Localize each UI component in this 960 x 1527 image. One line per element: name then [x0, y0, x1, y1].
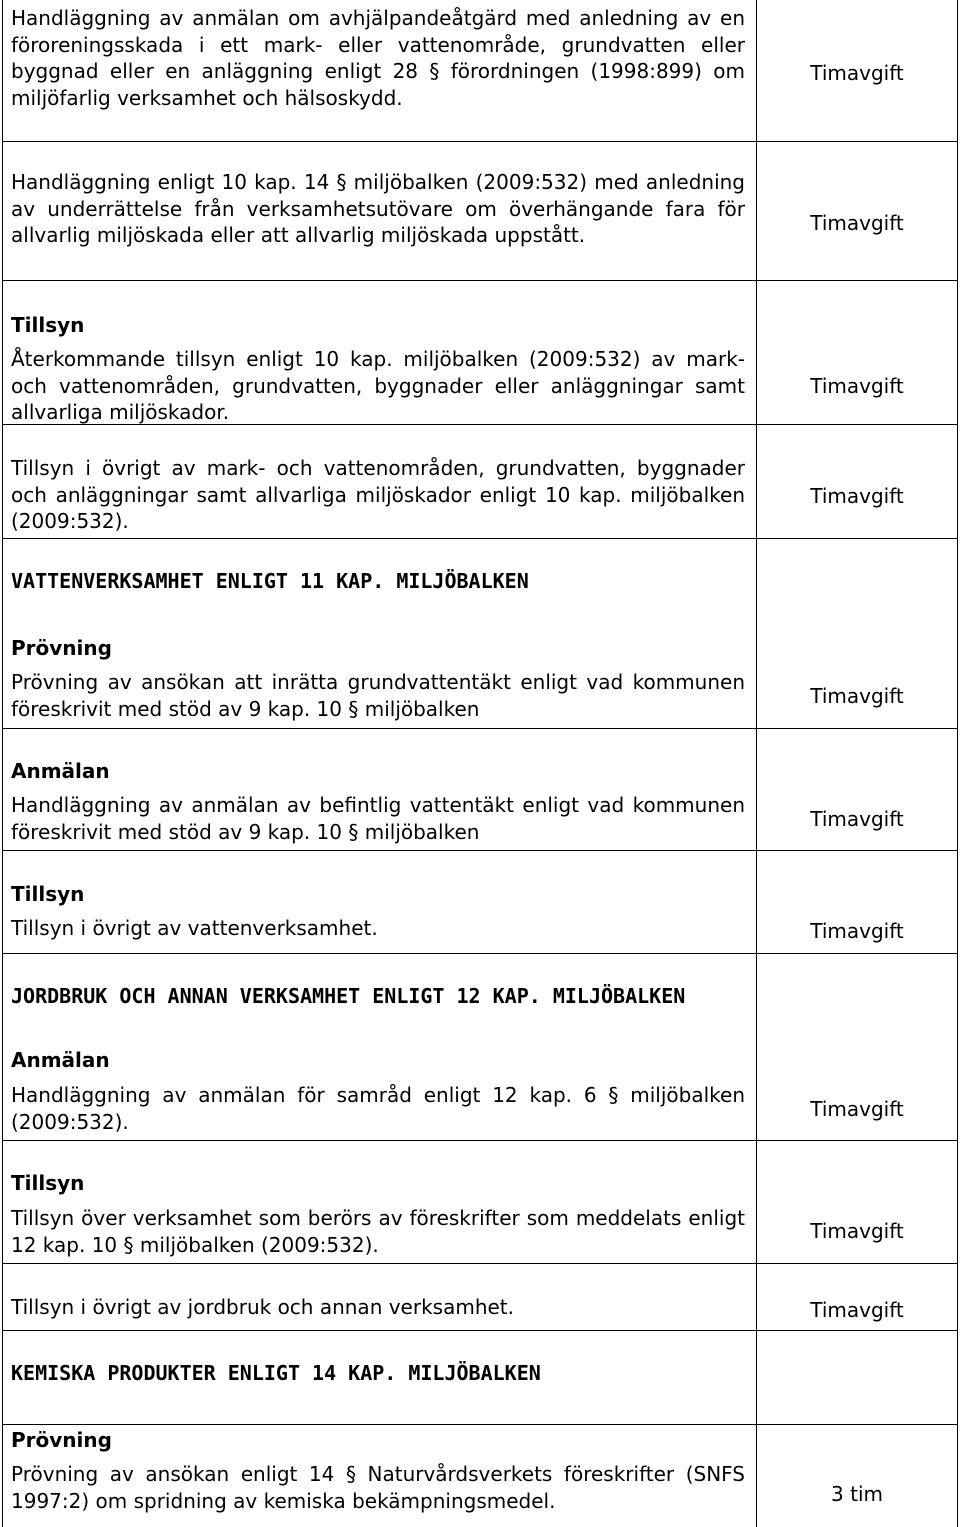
- subheading-anmalan: Anmälan: [11, 759, 110, 783]
- row-description: Tillsyn över verksamhet som berörs av föreskrifter som meddelats enligt 12 kap. 10 § miljöbalken (2009:532).: [11, 1206, 745, 1257]
- row-divider: [2, 280, 957, 281]
- row-description: Handläggning av anmälan om avhjälpandeåtgärd med anledning av en föroreningsskada i ett mark- eller vattenområde, grundvatten eller byggnad eller en anläggning enligt 28 § förordningen (1998:899) om miljöfarlig verksamhet och hälsoskydd.: [11, 6, 745, 110]
- row-divider: [2, 1263, 957, 1264]
- fee-cell: Timavgift: [810, 919, 904, 943]
- row-divider: [2, 850, 957, 851]
- subheading-anmalan: Anmälan: [11, 1048, 110, 1072]
- row-divider: [2, 141, 957, 142]
- fee-cell: Timavgift: [810, 484, 904, 508]
- row-description: Återkommande tillsyn enligt 10 kap. miljöbalken (2009:532) av mark- och vattenområden, grundvatten, byggnader eller anläggningar samt allvarliga miljöskador.: [11, 347, 745, 424]
- table-border-right: [957, 0, 958, 1527]
- row-divider: [2, 538, 957, 539]
- row-divider: [2, 1330, 957, 1331]
- subheading-tillsyn: Tillsyn: [11, 882, 85, 906]
- table-border-left: [2, 0, 3, 1527]
- fee-cell: 3 tim: [831, 1482, 883, 1506]
- fee-cell: Timavgift: [810, 1298, 904, 1322]
- row-divider: [2, 1140, 957, 1141]
- row-divider: [2, 728, 957, 729]
- row-description: Handläggning av anmälan av befintlig vattentäkt enligt vad kommunen föreskrivit med stöd av 9 kap. 10 § miljöbalken: [11, 793, 745, 844]
- row-description: Prövning av ansökan att inrätta grundvattentäkt enligt vad kommunen föreskrivit med stöd av 9 kap. 10 § miljöbalken: [11, 670, 745, 721]
- row-description: Tillsyn i övrigt av jordbruk och annan verksamhet.: [11, 1295, 515, 1319]
- section-title-water: VATTENVERKSAMHET ENLIGT 11 KAP. MILJÖBALKEN: [11, 569, 529, 593]
- section-title-agriculture: JORDBRUK OCH ANNAN VERKSAMHET ENLIGT 12 KAP. MILJÖBALKEN: [11, 984, 686, 1008]
- row-description: Handläggning enligt 10 kap. 14 § miljöbalken (2009:532) med anledning av underrättelse från verksamhetsutövare om överhängande fara för allvarlig miljöskada eller att allvarlig miljöskada uppstått.: [11, 170, 745, 247]
- subheading-tillsyn: Tillsyn: [11, 313, 85, 337]
- fee-cell: Timavgift: [810, 374, 904, 398]
- row-description: Handläggning av anmälan för samråd enligt 12 kap. 6 § miljöbalken (2009:532).: [11, 1083, 745, 1134]
- row-description: Prövning av ansökan enligt 14 § Naturvårdsverkets föreskrifter (SNFS 1997:2) om spridning av kemiska bekämpningsmedel.: [11, 1462, 745, 1513]
- subheading-tillsyn: Tillsyn: [11, 1171, 85, 1195]
- subheading-provning: Prövning: [11, 1428, 112, 1452]
- fee-cell: Timavgift: [810, 61, 904, 85]
- row-description: Tillsyn i övrigt av vattenverksamhet.: [11, 916, 378, 940]
- row-divider: [2, 1424, 957, 1425]
- row-description: Tillsyn i övrigt av mark- och vattenområden, grundvatten, byggnader och anläggningar samt allvarliga miljöskador enligt 10 kap. miljöbalken (2009:532).: [11, 456, 745, 533]
- row-divider: [2, 953, 957, 954]
- section-title-chemicals: KEMISKA PRODUKTER ENLIGT 14 KAP. MILJÖBALKEN: [11, 1361, 541, 1385]
- fee-cell: Timavgift: [810, 1097, 904, 1121]
- fee-cell: Timavgift: [810, 807, 904, 831]
- fee-cell: Timavgift: [810, 684, 904, 708]
- fee-cell: Timavgift: [810, 1219, 904, 1243]
- subheading-provning: Prövning: [11, 636, 112, 660]
- fee-cell: Timavgift: [810, 211, 904, 235]
